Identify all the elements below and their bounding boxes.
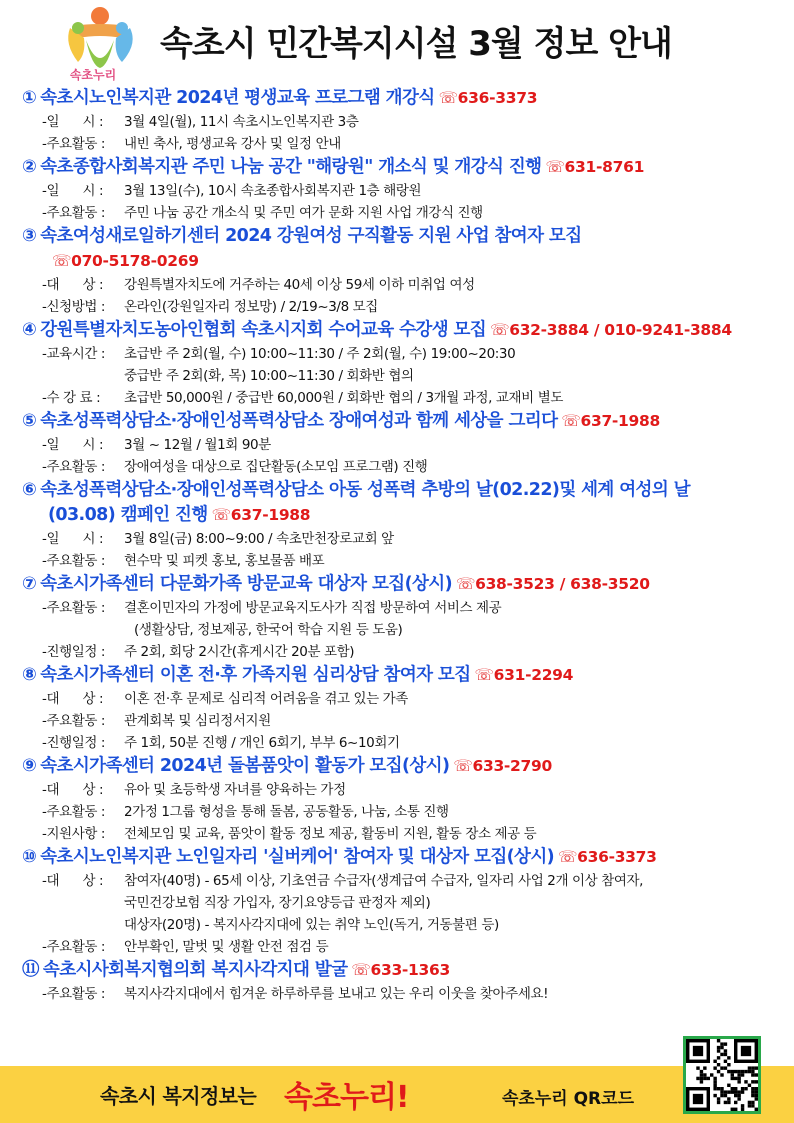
detail-label: -주요활동 : bbox=[42, 459, 106, 475]
detail-value: (생활상담, 정보제공, 한국어 학습 지원 등 도움) bbox=[134, 622, 403, 638]
qr-label: 속초누리 QR코드 bbox=[502, 1089, 634, 1109]
detail-label: -진행일정 : bbox=[42, 735, 106, 751]
notice-item bbox=[0, 86, 794, 155]
notice-item bbox=[0, 224, 794, 318]
detail-value: 3월 13일(수), 10시 속초종합사회복지관 1층 해랑원 bbox=[124, 183, 422, 199]
notice-item bbox=[0, 754, 794, 845]
item-title: 속초성폭력상담소·장애인성폭력상담소 장애여성과 함께 세상을 그리다 bbox=[40, 411, 558, 431]
item-title: 속초시사회복지협의회 복지사각지대 발굴 bbox=[42, 960, 348, 980]
detail-value: 초급반 주 2회(월, 수) 10:00~11:30 / 주 2회(월, 수) 19:00~20:30 bbox=[124, 346, 516, 362]
detail-label: -신청방법 : bbox=[42, 299, 106, 315]
notice-heading bbox=[0, 478, 782, 528]
detail-label: -주요활동 : bbox=[42, 939, 106, 955]
notice-heading bbox=[0, 845, 794, 870]
notice-item bbox=[0, 845, 794, 958]
detail-row bbox=[0, 202, 794, 224]
detail-label: -주요활동 : bbox=[42, 804, 106, 820]
phone-number[interactable]: ☏633-2790 bbox=[453, 757, 553, 775]
detail-row bbox=[0, 343, 794, 365]
phone-number[interactable]: ☏636-3373 bbox=[438, 89, 538, 107]
footer-text: 속초시 복지정보는 bbox=[100, 1084, 257, 1108]
detail-row bbox=[0, 801, 794, 823]
detail-value: 복지사각지대에서 힘겨운 하루하루를 보내고 있는 우리 이웃을 찾아주세요! bbox=[124, 986, 549, 1002]
detail-row bbox=[0, 779, 794, 801]
detail-value: 주민 나눔 공간 개소식 및 주민 여가 문화 지원 사업 개강식 진행 bbox=[124, 205, 483, 221]
item-title: 속초시노인복지관 2024년 평생교육 프로그램 개강식 bbox=[40, 88, 435, 108]
detail-row bbox=[0, 365, 794, 387]
detail-label: -일 시 : bbox=[42, 114, 104, 130]
detail-value: 3월 8일(금) 8:00~9:00 / 속초만천장로교회 앞 bbox=[124, 531, 394, 547]
detail-row bbox=[0, 870, 794, 892]
phone-number[interactable]: ☏637-1988 bbox=[561, 412, 661, 430]
notice-item bbox=[0, 663, 794, 754]
detail-label: -주요활동 : bbox=[42, 136, 106, 152]
detail-label: -진행일정 : bbox=[42, 644, 106, 660]
notice-item bbox=[0, 318, 794, 409]
item-title: 속초시가족센터 다문화가족 방문교육 대상자 모집(상시) bbox=[40, 574, 452, 594]
item-number: ⑦ bbox=[22, 574, 37, 594]
detail-row bbox=[0, 528, 794, 550]
item-number: ① bbox=[22, 88, 37, 108]
detail-value: 결혼이민자의 가정에 방문교육지도사가 직접 방문하여 서비스 제공 bbox=[124, 600, 502, 616]
item-number: ⑤ bbox=[22, 411, 37, 431]
detail-value: 참여자(40명) - 65세 이상, 기초연금 수급자(생계급여 수급자, 일자리 사업 2개 이상 참여자, bbox=[124, 873, 644, 889]
detail-value: 2가정 1그룹 형성을 통해 돌봄, 공동활동, 나눔, 소통 진행 bbox=[124, 804, 449, 820]
notice-item bbox=[0, 958, 794, 1005]
detail-label: -지원사항 : bbox=[42, 826, 106, 842]
footer-banner bbox=[0, 1066, 794, 1123]
detail-label: -일 시 : bbox=[42, 531, 104, 547]
phone-number[interactable]: ☏637-1988 bbox=[211, 506, 311, 524]
phone-number[interactable]: ☏633-1363 bbox=[351, 961, 451, 979]
notice-heading bbox=[0, 155, 794, 180]
detail-label: -대 상 : bbox=[42, 277, 104, 293]
detail-row bbox=[0, 688, 794, 710]
item-number: ⑨ bbox=[22, 756, 37, 776]
item-title: 속초시가족센터 이혼 전·후 가족지원 심리상담 참여자 모집 bbox=[40, 665, 471, 685]
notice-heading bbox=[0, 663, 794, 688]
detail-row bbox=[0, 550, 794, 572]
detail-row bbox=[0, 456, 794, 478]
detail-row bbox=[0, 914, 794, 936]
detail-value: 온라인(강원일자리 정보망) / 2/19~3/8 모집 bbox=[124, 299, 378, 315]
qr-code-icon[interactable] bbox=[683, 1036, 761, 1114]
notice-heading bbox=[0, 958, 794, 983]
detail-label: -일 시 : bbox=[42, 437, 104, 453]
phone-number[interactable]: ☏638-3523 / 638-3520 bbox=[456, 575, 650, 593]
detail-row bbox=[0, 296, 794, 318]
detail-row bbox=[0, 111, 794, 133]
item-number: ② bbox=[22, 157, 37, 177]
detail-row bbox=[0, 180, 794, 202]
notice-heading bbox=[0, 409, 794, 434]
notice-heading bbox=[0, 86, 794, 111]
item-number: ⑧ bbox=[22, 665, 37, 685]
detail-label: -대 상 : bbox=[42, 691, 104, 707]
detail-row bbox=[0, 710, 794, 732]
item-title: 강원특별자치도농아인협회 속초시지회 수어교육 수강생 모집 bbox=[40, 320, 487, 340]
item-number: ③ bbox=[22, 226, 37, 246]
logo-text: 속초누리 bbox=[69, 68, 117, 82]
item-title-continued: (03.08) 캠페인 진행 bbox=[48, 505, 208, 525]
item-title: 속초성폭력상담소·장애인성폭력상담소 아동 성폭력 추방의 날(02.22)및 세계 여성의 날 bbox=[40, 480, 690, 500]
phone-number[interactable]: ☏070-5178-0269 bbox=[52, 252, 199, 270]
phone-number[interactable]: ☏631-8761 bbox=[545, 158, 645, 176]
detail-row bbox=[0, 619, 794, 641]
detail-row bbox=[0, 133, 794, 155]
detail-row bbox=[0, 823, 794, 845]
detail-row bbox=[0, 641, 794, 663]
notice-heading bbox=[0, 754, 794, 779]
detail-value: 장애여성을 대상으로 집단활동(소모임 프로그램) 진행 bbox=[124, 459, 428, 475]
detail-value: 주 1회, 50분 진행 / 개인 6회기, 부부 6~10회기 bbox=[124, 735, 400, 751]
detail-label: -주요활동 : bbox=[42, 986, 106, 1002]
detail-row bbox=[0, 983, 794, 1005]
detail-label: -교육시간 : bbox=[42, 346, 106, 362]
detail-label: -주요활동 : bbox=[42, 553, 106, 569]
detail-value: 전체모임 및 교육, 품앗이 활동 정보 제공, 활동비 지원, 활동 장소 제공 등 bbox=[124, 826, 537, 842]
item-number: ⑪ bbox=[22, 960, 39, 980]
notice-item bbox=[0, 155, 794, 224]
notice-item bbox=[0, 572, 794, 663]
detail-label: -대 상 : bbox=[42, 782, 104, 798]
detail-value: 대상자(20명) - 복지사각지대에 있는 취약 노인(독거, 거동불편 등) bbox=[124, 917, 499, 933]
phone-number[interactable]: ☏632-3884 / 010-9241-3884 bbox=[490, 321, 732, 339]
notice-heading bbox=[0, 572, 794, 597]
detail-value: 초급반 50,000원 / 중급반 60,000원 / 회화반 협의 / 3개월 과정, 교재비 별도 bbox=[124, 390, 563, 406]
detail-value: 이혼 전·후 문제로 심리적 어려움을 겪고 있는 가족 bbox=[124, 691, 408, 707]
item-number: ⑥ bbox=[22, 480, 37, 500]
detail-row bbox=[0, 732, 794, 754]
detail-value: 유아 및 초등학생 자녀를 양육하는 가정 bbox=[124, 782, 346, 798]
detail-label: -대 상 : bbox=[42, 873, 104, 889]
item-title: 속초시가족센터 2024년 돌봄품앗이 활동가 모집(상시) bbox=[40, 756, 450, 776]
detail-label: -주요활동 : bbox=[42, 205, 106, 221]
detail-value: 현수막 및 피켓 홍보, 홍보물품 배포 bbox=[124, 553, 325, 569]
detail-label: -수 강 료 : bbox=[42, 390, 101, 406]
detail-row bbox=[0, 597, 794, 619]
detail-label: -주요활동 : bbox=[42, 713, 106, 729]
item-title: 속초여성새로일하기센터 2024 강원여성 구직활동 지원 사업 참여자 모집 bbox=[40, 226, 582, 246]
item-number: ⑩ bbox=[22, 847, 37, 867]
notice-item bbox=[0, 409, 794, 478]
notice-item bbox=[0, 478, 794, 572]
detail-value: 관계회복 및 심리정서지원 bbox=[124, 713, 271, 729]
detail-row bbox=[0, 892, 794, 914]
detail-value: 내빈 축사, 평생교육 강사 및 일정 안내 bbox=[124, 136, 341, 152]
notice-heading bbox=[0, 224, 794, 274]
detail-value: 3월 ~ 12월 / 월1회 90분 bbox=[124, 437, 271, 453]
detail-value: 강원특별자치도에 거주하는 40세 이상 59세 이하 미취업 여성 bbox=[124, 277, 475, 293]
item-title: 속초종합사회복지관 주민 나눔 공간 "해랑원" 개소식 및 개강식 진행 bbox=[40, 157, 542, 177]
phone-number[interactable]: ☏636-3373 bbox=[558, 848, 657, 866]
detail-value: 국민건강보험 직장 가입자, 장기요양등급 판정자 제외) bbox=[124, 895, 431, 911]
detail-value: 중급반 주 2회(화, 목) 10:00~11:30 / 회화반 협의 bbox=[124, 368, 414, 384]
detail-row bbox=[0, 274, 794, 296]
item-number: ④ bbox=[22, 320, 37, 340]
notice-heading bbox=[0, 318, 794, 343]
footer-brand: 속초누리! bbox=[284, 1080, 409, 1115]
item-title: 속초시노인복지관 노인일자리 '실버케어' 참여자 및 대상자 모집(상시) bbox=[40, 847, 555, 867]
detail-row bbox=[0, 434, 794, 456]
detail-label: -주요활동 : bbox=[42, 600, 106, 616]
detail-value: 3월 4일(월), 11시 속초시노인복지관 3층 bbox=[124, 114, 359, 130]
detail-value: 주 2회, 회당 2시간(휴게시간 20분 포함) bbox=[124, 644, 355, 660]
phone-number[interactable]: ☏631-2294 bbox=[474, 666, 574, 684]
detail-value: 안부확인, 말벗 및 생활 안전 점검 등 bbox=[124, 939, 329, 955]
detail-label: -일 시 : bbox=[42, 183, 104, 199]
detail-row bbox=[0, 936, 794, 958]
detail-row bbox=[0, 387, 794, 409]
page-title: 속초시 민간복지시설 3월 정보 안내 bbox=[160, 24, 672, 64]
notice-list bbox=[0, 86, 794, 1005]
